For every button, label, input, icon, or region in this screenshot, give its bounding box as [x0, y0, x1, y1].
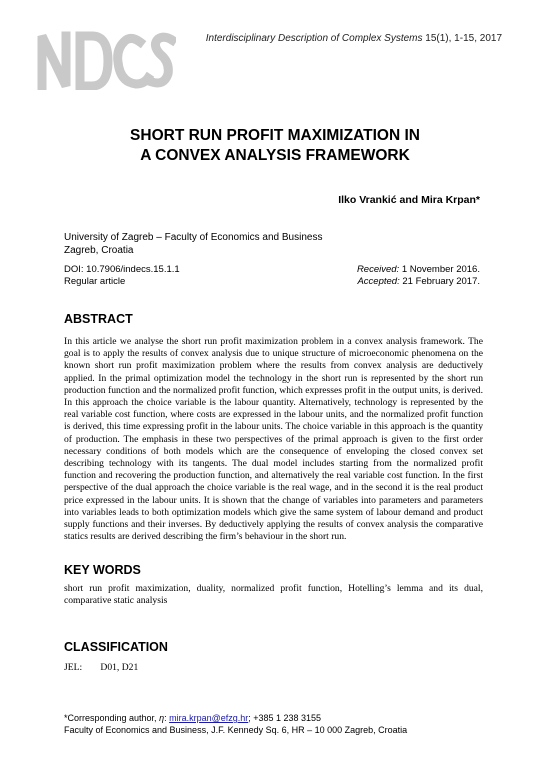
received-label: Received: — [356, 264, 400, 275]
keywords-text: short run profit maximization, duality, normalized profit function, Hotelling’s lemma and its dual, comparative static analysis — [64, 583, 483, 607]
author-phone: ; +385 1 238 3155 — [248, 713, 322, 723]
doi: DOI: 10.7906/indecs.15.1.1 — [64, 264, 180, 275]
classification-heading: CLASSIFICATION — [64, 640, 168, 654]
journal-volume: 15(1), 1-15, 2017 — [425, 33, 502, 44]
jel-codes: D01, D21 — [100, 662, 139, 673]
title-line-2: A CONVEX ANALYSIS FRAMEWORK — [140, 147, 410, 164]
eta-symbol: η — [159, 713, 165, 723]
journal-header — [206, 33, 502, 44]
indecs-logo — [36, 30, 176, 90]
authors: Ilko Vrankić and Mira Krpan* — [338, 194, 480, 206]
received-date: 1 November 2016. — [401, 264, 480, 275]
accepted-label: Accepted: — [357, 276, 400, 287]
author-email-link[interactable]: mira.krpan@efzg.hr — [169, 713, 249, 723]
author-address: Faculty of Economics and Business, J.F. Kennedy Sq. 6, HR – 10 000 Zagreb, Croatia — [64, 725, 408, 735]
received-date-line — [357, 264, 480, 276]
title-line-1: SHORT RUN PROFIT MAXIMIZATION IN — [130, 127, 420, 144]
journal-name: Interdisciplinary Description of Complex Systems — [205, 33, 423, 44]
keywords-heading: KEY WORDS — [64, 563, 141, 577]
jel-label: JEL: — [64, 662, 83, 673]
affiliation-line-1: University of Zagreb – Faculty of Economics and Business — [64, 232, 323, 243]
accepted-date-line — [357, 276, 480, 288]
footnote — [64, 712, 407, 736]
article-meta-left — [64, 264, 180, 288]
paper-title — [60, 126, 490, 166]
affiliation — [64, 231, 322, 257]
corresponding-author-line: *Corresponding author, η: mira.krpan@efzg.hr; +385 1 238 3155 — [64, 713, 322, 723]
article-type: Regular article — [64, 276, 126, 287]
classification-line — [64, 662, 138, 673]
abstract-heading: ABSTRACT — [64, 312, 133, 326]
accepted-date: 21 February 2017. — [402, 276, 480, 287]
abstract-text: In this article we analyse the short run profit maximization problem in a convex analysis framework. The goal is to apply the results of convex analysis due to unique structure of microeconomic phenomena on the known short run profit maximization problem where the results from convex analysis are deductively applied. In the primal optimization model the technology in the short run is represented by the short run production function and the normalized profit function, which expresses profit in the output units, is derived. In this approach the choice variable is the labour quantity. Alternatively, technology is represented by the real variable cost function, where costs are expressed in the labour units, and the normalized profit function is derived, this time expressing profit in the labour units. The choice variable in this approach is the quantity of production. The emphasis in these two perspectives of the primal approach is given to the first order necessary conditions of both models which are the consequence of enveloping the closed convex set describing technology with its tangents. The dual model includes starting from the normalized profit function and recovering the production function, and alternatively the real variable cost function. In the first perspective of the dual approach the choice variable is the real wage, and in the second it is the real product price expressed in the labour units. It is shown that the change of variables into parameters and parameters into variables leads to both optimization models which give the same system of labour demand and product supply functions and their inverses. By deductively applying the results of convex analysis the comparative statics results are derived describing the firm’s behaviour in the short run. — [64, 336, 483, 543]
affiliation-line-2: Zagreb, Croatia — [64, 245, 134, 256]
corresponding-prefix: *Corresponding author, — [64, 713, 160, 723]
article-dates — [357, 264, 480, 288]
